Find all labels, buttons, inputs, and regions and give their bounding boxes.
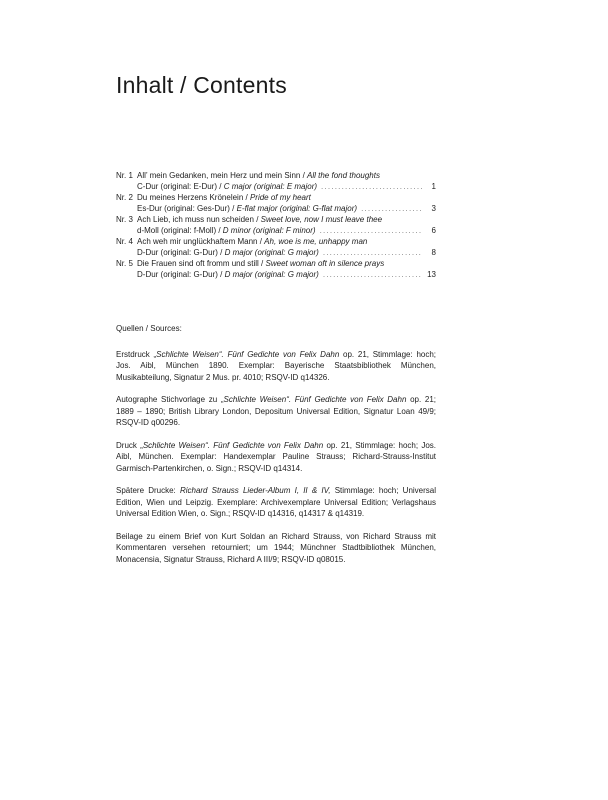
source-entry (116, 394, 436, 429)
toc-key-en: C major (original: E major) (223, 182, 318, 191)
source-title: Schlichte Weisen“. Fünf Gedichte von Felix Dahn (223, 395, 407, 404)
source-title: Schlichte Weisen“. Fünf Gedichte von Felix Dahn (142, 440, 324, 450)
toc-leader-dots (320, 225, 422, 236)
toc-title-en: All the fond thoughts (307, 171, 380, 180)
source-text: Stimmlage: hoch; Universal Edition, Wien und Leipzig. Exemplare: Archivexemplare Universal Edition; Verlagshaus Universal Edition Wien, o. Sign.; RSQV-ID q14316, q14317 & q14319. (116, 486, 437, 518)
toc-title-en: Sweet woman oft in silence prays (265, 259, 385, 268)
toc-entry: Nr. 4 Ach weh mir unglückhaftem Mann / Ah, woe is me, unhappy man D-Dur (original: G-Dur) / D major (original: G major) ..... 8 (116, 236, 436, 258)
toc-page-number: 3 (431, 204, 436, 213)
toc-key-de: C-Dur (original: E-Dur) (137, 182, 218, 191)
table-of-contents (116, 170, 436, 280)
toc-title-de: All’ mein Gedanken, mein Herz und mein Sinn (137, 171, 301, 180)
toc-title-de: Du meines Herzens Krönelein (137, 193, 244, 202)
toc-title-de: Ach Lieb, ich muss nun scheiden (137, 215, 254, 224)
toc-leader-dots (361, 203, 422, 214)
source-title: Richard Strauss Lieder-Album I, II & IV, (179, 486, 331, 495)
toc-number: Nr. 5 (116, 259, 133, 268)
sources-heading: Quellen / Sources: (116, 324, 182, 333)
toc-number: Nr. 4 (116, 237, 133, 246)
toc-entry: Nr. 5 Die Frauen sind oft fromm und still / Sweet woman oft in silence prays D-Dur (original: G-Dur) / D major (original: G major) ..... 13 (116, 258, 436, 280)
source-title: Schlichte Weisen“. Fünf Gedichte von Felix Dahn (156, 349, 340, 359)
source-text: Autographe Stichvorlage zu „ (116, 395, 224, 404)
toc-leader-dots (321, 181, 422, 192)
source-entry (116, 485, 436, 520)
toc-title-de: Ach weh mir unglückhaftem Mann (137, 237, 258, 246)
source-text: op. 21, Stimmlage: hoch; Jos. Aibl, München 1890. Exemplar: Bayerische Staatsbibliothek München, Musikabteilung, Signatur 2 Mus. pr. 4010; RSQV-ID q14326. (116, 349, 437, 382)
source-text: Erstdruck „ (116, 349, 157, 359)
toc-key-en: E-flat major (original: G-flat major) (236, 204, 358, 213)
toc-leader-dots (323, 247, 422, 258)
source-entry (116, 349, 436, 384)
toc-key-en: D major (original: G major) (224, 248, 319, 257)
toc-page-number: 13 (427, 270, 436, 279)
toc-page-number: 6 (431, 226, 436, 235)
source-text: Spätere Drucke: (116, 486, 180, 495)
toc-number: Nr. 2 (116, 193, 133, 202)
toc-key-en: D minor (original: F minor) (222, 226, 316, 235)
toc-title-de: Die Frauen sind oft fromm und still (137, 259, 259, 268)
sources-section (116, 323, 436, 576)
page-title: Inhalt / Contents (116, 72, 287, 98)
toc-key-en: D major (original: G major) (224, 270, 319, 279)
source-entry (116, 531, 436, 566)
source-entry (116, 440, 436, 475)
toc-entry: Nr. 2 Du meines Herzens Krönelein / Pride of my heart Es-Dur (original: Ges-Dur) / E-flat major (original: G-flat major) ..... 3 (116, 192, 436, 214)
source-text: op. 21; 1889 – 1890; British Library London, Depositum Universal Edition, Signatur Loan 49/9; RSQV-ID q00296. (116, 395, 436, 427)
toc-title-en: Pride of my heart (249, 193, 311, 202)
toc-entry: Nr. 1 All’ mein Gedanken, mein Herz und mein Sinn / All the fond thoughts C-Dur (original: E-Dur) / C major (original: E major) ..... 1 (116, 170, 436, 192)
toc-number: Nr. 1 (116, 171, 133, 180)
toc-key-de: Es-Dur (original: Ges-Dur) (137, 204, 230, 213)
toc-key-de: D-Dur (original: G-Dur) (137, 270, 218, 279)
source-text: Druck „ (116, 440, 143, 450)
toc-key-de: D-Dur (original: G-Dur) (137, 248, 218, 257)
source-text: op. 21, Stimmlage: hoch; Jos. Aibl, München. Exemplar: Handexemplar Pauline Strauss; Richard-Strauss-Institut Garmisch-Partenkirchen, o. Sign.; RSQV-ID q14314. (116, 440, 437, 473)
toc-title-en: Sweet love, now I must leave thee (260, 215, 383, 224)
toc-title-en: Ah, woe is me, unhappy man (264, 237, 368, 246)
toc-entry: Nr. 3 Ach Lieb, ich muss nun scheiden / Sweet love, now I must leave thee d-Moll (original: f-Moll) / D minor (original: F minor) ..... 6 (116, 214, 436, 236)
toc-key-de: d-Moll (original: f-Moll) (137, 226, 217, 235)
toc-page-number: 1 (431, 182, 436, 191)
toc-number: Nr. 3 (116, 215, 133, 224)
toc-page-number: 8 (431, 248, 436, 257)
source-text: Beilage zu einem Brief von Kurt Soldan an Richard Strauss, von Richard Strauss mit Kommentaren versehen retourniert; um 1944; Münchner Stadtbibliothek München, Monacensia, Signatur Strauss, Richard A III/9; RSQV-ID q08015. (116, 531, 436, 564)
toc-leader-dots (323, 269, 422, 280)
